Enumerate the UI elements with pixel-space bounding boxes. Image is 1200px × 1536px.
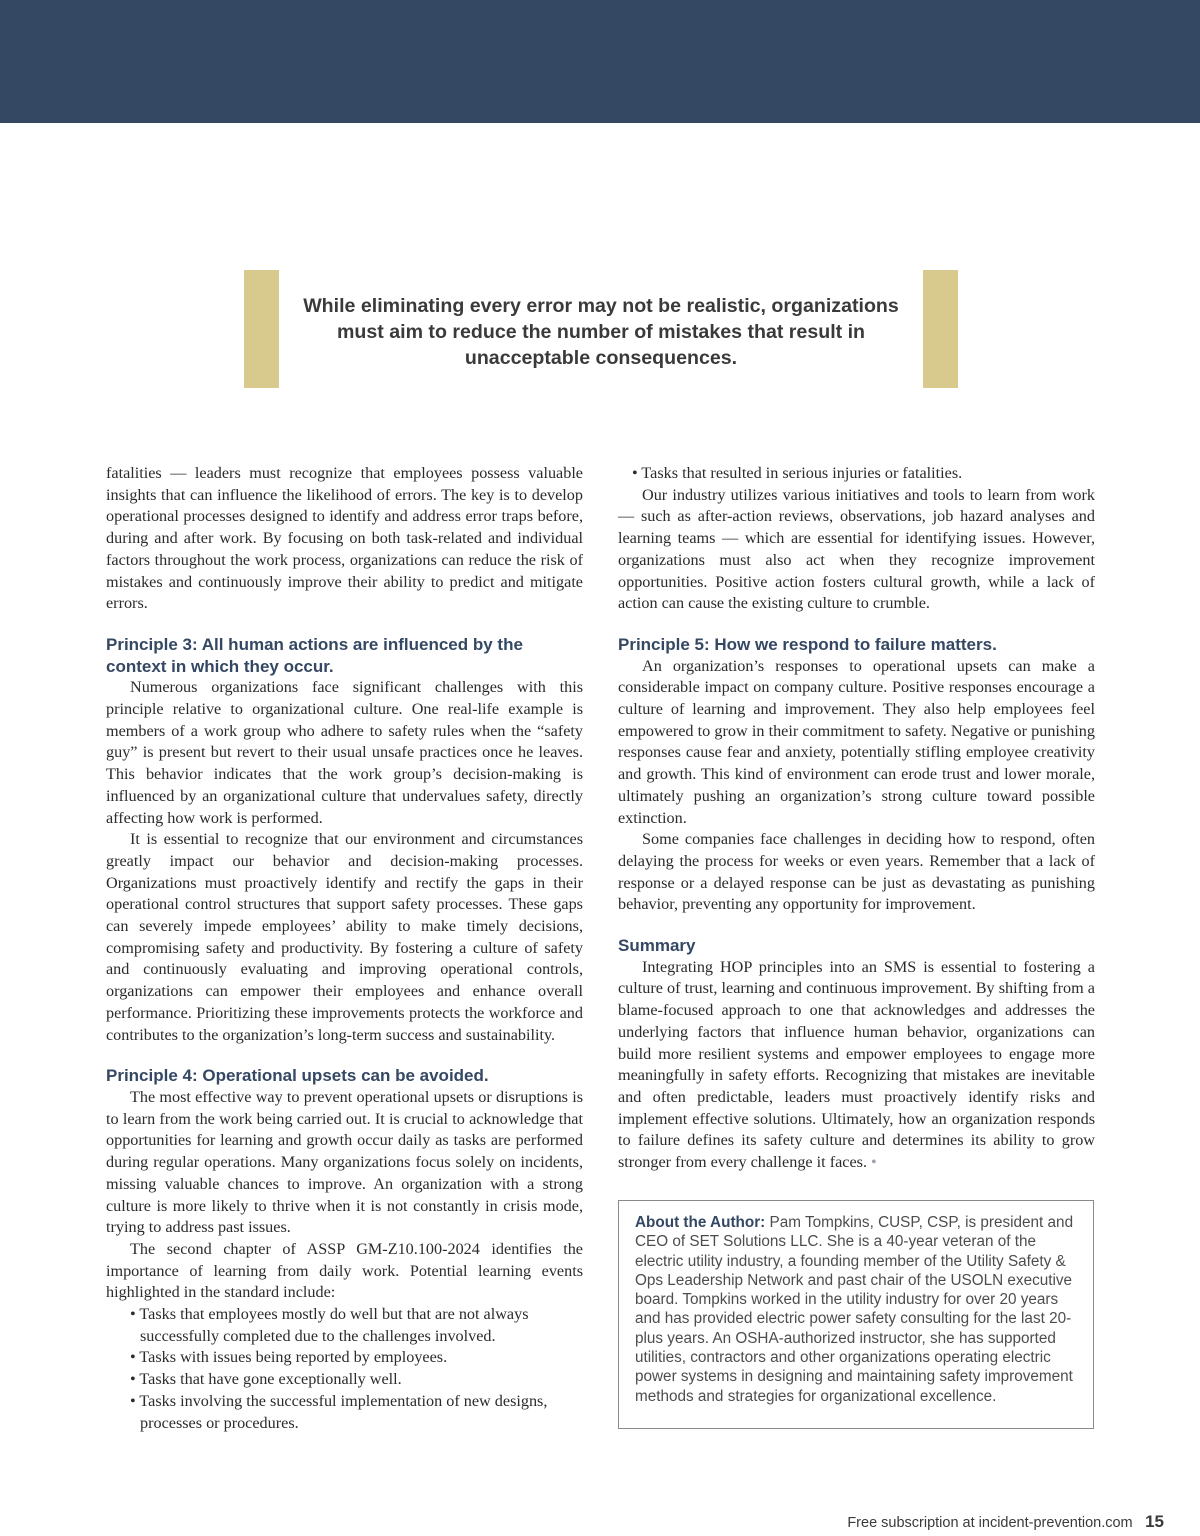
subscription-link[interactable]: Free subscription at incident-prevention.com: [847, 1515, 1133, 1531]
learning-events-list: [106, 1304, 583, 1434]
principle-3-paragraph-1: Numerous organizations face significant challenges with this principle relative to organizational culture. One real-life example is members of a work group who adhere to safety rules when the “safety guy” is present but revert to their usual unsafe practices once he leaves. This behavior indicates that the work group’s decision-making is influenced by an organizational culture that undervalues safety, directly affecting how work is performed.: [106, 678, 583, 827]
principle-5-paragraph-1: An organization’s responses to operational upsets can make a considerable impact on company culture. Positive responses encourage a culture of learning and improvement. They also help employees feel empowered to grow in their commitment to safety. Negative or punishing responses cause fear and anxiety, potentially stifling employee creativity and growth. This kind of environment can erode trust and lower morale, ultimately pushing an organization’s strong culture toward possible extinction.: [618, 656, 1095, 827]
list-item: • Tasks involving the successful implementation of new designs, processes or procedures.: [130, 1391, 548, 1432]
principle-3-heading: Principle 3: All human actions are influenced by the context in which they occur.: [106, 634, 523, 676]
continuation-paragraph: Our industry utilizes various initiatives and tools to learn from work — such as after-action reviews, observations, job hazard analyses and learning teams — which are essential for identifying issues. However, organizations must also act when they recognize improvement opportunities. Positive action fosters cultural growth, while a lack of action can cause the existing culture to crumble.: [618, 485, 1095, 613]
principle-4-paragraph-1: The most effective way to prevent operational upsets or disruptions is to learn from the work being carried out. It is crucial to acknowledge that opportunities for learning and growth occur daily as tasks are performed during regular operations. Many organizations focus solely on incidents, missing valuable chances to improve. An organization with a strong culture is more likely to thrive when it is not constantly in crisis mode, trying to address past issues.: [106, 1087, 583, 1237]
about-author-label: About the Author:: [635, 1214, 766, 1231]
list-item: • Tasks that have gone exceptionally well.: [130, 1370, 402, 1389]
about-author-box: [618, 1200, 1094, 1429]
list-item: • Tasks that employees mostly do well but that are not always successfully completed due to the challenges involved.: [130, 1305, 529, 1345]
page-number: 15: [1145, 1512, 1164, 1531]
principle-5-paragraph-2: Some companies face challenges in deciding how to respond, often delaying the process for weeks or even years. Remember that a lack of response or a delayed response can be just as devastating as punishing behavior, preventing any opportunity for improvement.: [618, 830, 1095, 914]
pull-quote: [244, 270, 958, 388]
summary-heading: Summary: [618, 936, 696, 956]
author-bio: Pam Tompkins, CUSP, CSP, is president and CEO of SET Solutions LLC. She is a 40-year veteran of the electric utility industry, a founding member of the Utility Safety & Ops Leadership Network and past chair of the USOLN executive board. Tompkins worked in the utility industry for over 20 years and has provided electric power safety consulting for the last 20-plus years. An OSHA-authorized instructor, she has supported utilities, contractors and other organizations operating electric power systems in designing and maintaining safety improvement methods and strategies for organizational excellence.: [635, 1214, 1074, 1405]
principle-5-heading: Principle 5: How we respond to failure matters.: [618, 634, 997, 654]
page-footer: [847, 1512, 1164, 1532]
right-column: [618, 463, 1095, 1174]
pull-quote-text: While eliminating every error may not be realistic, organizations must aim to reduce the number of mistakes that result in unacceptable consequences.: [303, 295, 899, 369]
list-item: • Tasks with issues being reported by employees.: [130, 1348, 448, 1367]
list-item: • Tasks that resulted in serious injuries or fatalities.: [632, 464, 963, 482]
learning-events-list-continued: [618, 463, 1095, 485]
header-band: [0, 0, 1200, 123]
principle-3-paragraph-2: It is essential to recognize that our environment and circumstances greatly impact our behavior and decision-making processes. Organizations must proactively identify and rectify the gaps in their operational control structures that support safety processes. These gaps can severely impede employees’ ability to make timely decisions, compromising safety and productivity. By fostering a culture of safety and continuously evaluating and improving operational controls, organizations can empower their employees and enhance overall performance. Prioritizing these improvements protects the workforce and contributes to the organization’s long-term success and sustainability.: [106, 830, 583, 1044]
intro-paragraph: fatalities — leaders must recognize that employees possess valuable insights that can influence the likelihood of errors. The key is to develop operational processes designed to identify and address error traps before, during and after work. By focusing on both task-related and individual factors throughout the work process, organizations can reduce the risk of mistakes and continuously improve their ability to predict and mitigate errors.: [106, 464, 583, 613]
quote-bar-left: [244, 270, 279, 388]
left-column: [106, 463, 583, 1434]
quote-bar-right: [923, 270, 958, 388]
end-mark: •: [871, 1153, 877, 1172]
summary-text: Integrating HOP principles into an SMS is essential to fostering a culture of trust, learning and continuous improvement. By shifting from a blame-focused approach to one that acknowledges and addresses the underlying factors that influence human behavior, organizations can build more resilient systems and empower employees to engage more meaningfully in safety efforts. Recognizing that mistakes are inevitable and often predictable, leaders must proactively identify risks and implement effective solutions. Ultimately, how an organization responds to failure defines its safety culture and determines its ability to grow stronger from every challenge it faces.: [618, 957, 1095, 1172]
principle-4-paragraph-2: The second chapter of ASSP GM-Z10.100-2024 identifies the importance of learning from daily work. Potential learning events highlighted in the standard include:: [106, 1239, 583, 1302]
summary-paragraph: [618, 957, 1095, 1174]
principle-4-heading: Principle 4: Operational upsets can be avoided.: [106, 1066, 489, 1086]
